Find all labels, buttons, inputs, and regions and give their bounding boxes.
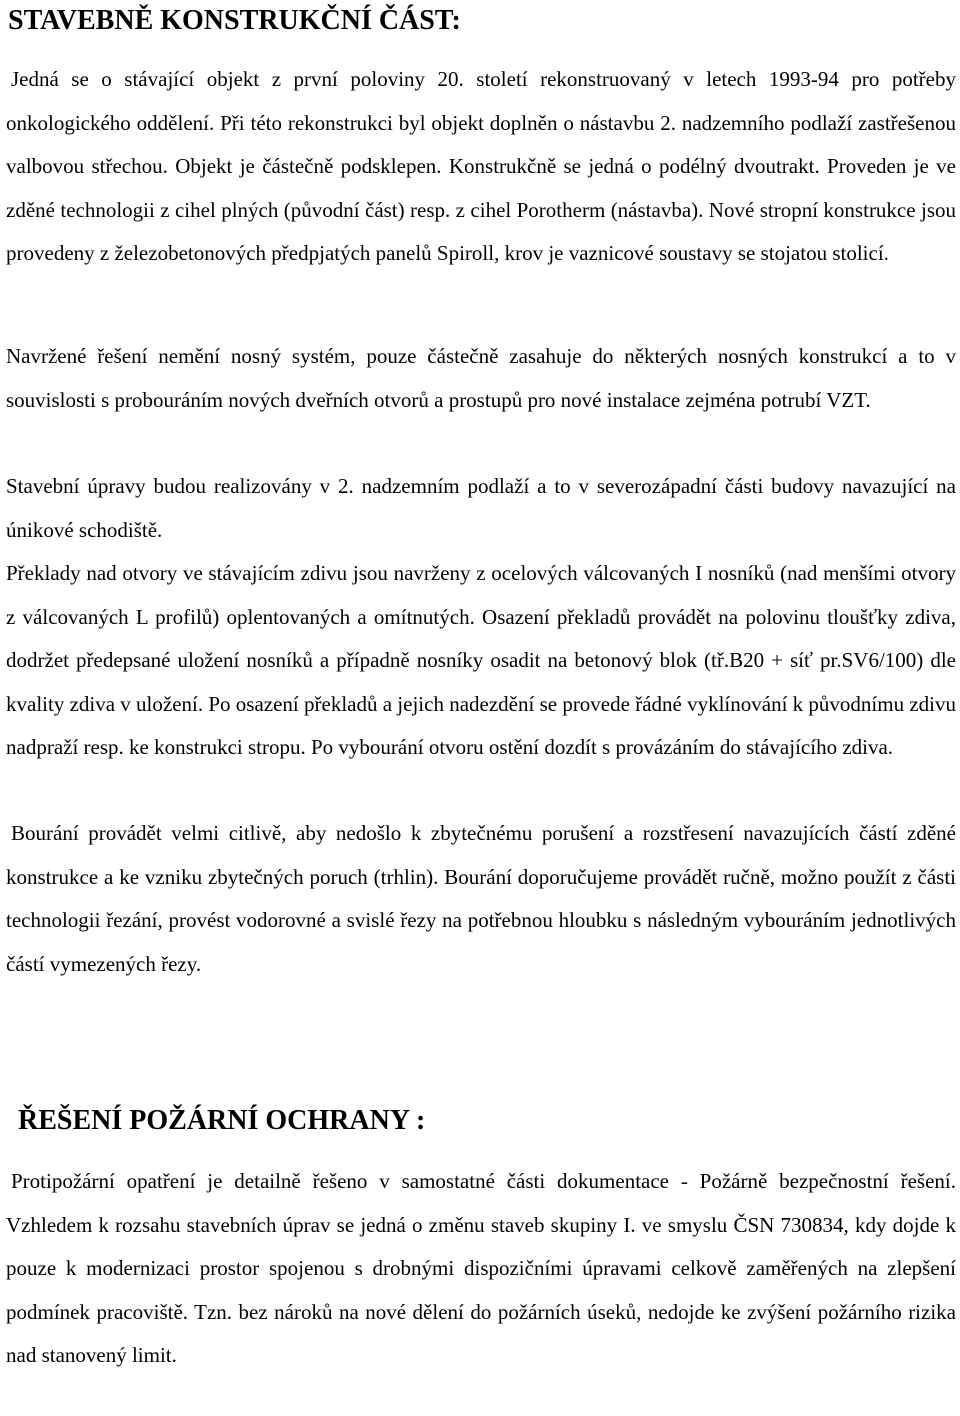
paragraph-demolition: Bourání provádět velmi citlivě, aby nedošlo k zbytečnému porušení a rozstřesení navazujících částí zděné konstrukce a ke vzniku zbytečných poruch (trhlin). Bourání doporučujeme provádět ručně, možno použít z části technologii řezání, provést vodorovné a svislé řezy na potřebnou hloubku s následným vybouráním jednotlivých částí vymezených řezy. xyxy=(6,821,956,976)
section-heading-structural: STAVEBNĚ KONSTRUKČNÍ ČÁST: xyxy=(8,5,461,36)
section-heading-fire-protection: ŘEŠENÍ POŽÁRNÍ OCHRANY : xyxy=(18,1105,426,1136)
paragraph-fire-protection: Protipožární opatření je detailně řešeno v samostatné části dokumentace - Požárně bezpečnostní řešení. Vzhledem k rozsahu stavebních úprav se jedná o změnu staveb skupiny I. ve smyslu ČSN 730834, kdy dojde k pouze k modernizaci prostor spojenou s drobnými dispozičními úpravami celkově zaměřených na zlepšení podmínek pracoviště. Tzn. bez nároků na nové dělení do požárních úseků, nedojde ke zvýšení požárního rizika nad stanovený limit. xyxy=(6,1169,956,1368)
paragraph-lintels: Překlady nad otvory ve stávajícím zdivu jsou navrženy z ocelových válcovaných I nosníků (nad menšími otvory z válcovaných L profilů) oplentovaných a omítnutých. Osazení překladů provádět na polovinu tloušťky zdiva, dodržet předepsané uložení nosníků a případně nosníky osadit na betonový blok (tř.B20 + síť pr.SV6/100) dle kvality zdiva v uložení. Po osazení překladů a jejich nadezdění se provede řádné vyklínování k původnímu zdivu nadpraží resp. ke konstrukci stropu. Po vybourání otvoru ostění dozdít s provázáním do stávajícího zdiva. xyxy=(6,561,956,760)
paragraph-construction-location: Stavební úpravy budou realizovány v 2. nadzemním podlaží a to v severozápadní části budovy navazující na únikové schodiště. xyxy=(6,474,956,542)
paragraph-structural-description: Jedná se o stávající objekt z první poloviny 20. století rekonstruovaný v letech 1993-94 pro potřeby onkologického oddělení. Při této rekonstrukci byl objekt doplněn o nástavbu 2. nadzemního podlaží zastřešenou valbovou střechou. Objekt je částečně podsklepen. Konstrukčně se jedná o podélný dvoutrakt. Proveden je ve zděné technologii z cihel plných (původní část) resp. z cihel Porotherm (nástavba). Nové stropní konstrukce jsou provedeny z železobetonových předpjatých panelů Spiroll, krov je vaznicové soustavy se stojatou stolicí. xyxy=(6,67,956,266)
paragraph-load-bearing-system: Navržené řešení nemění nosný systém, pouze částečně zasahuje do některých nosných konstrukcí a to v souvislosti s probouráním nových dveřních otvorů a prostupů pro nové instalace zejména potrubí VZT. xyxy=(6,344,956,412)
